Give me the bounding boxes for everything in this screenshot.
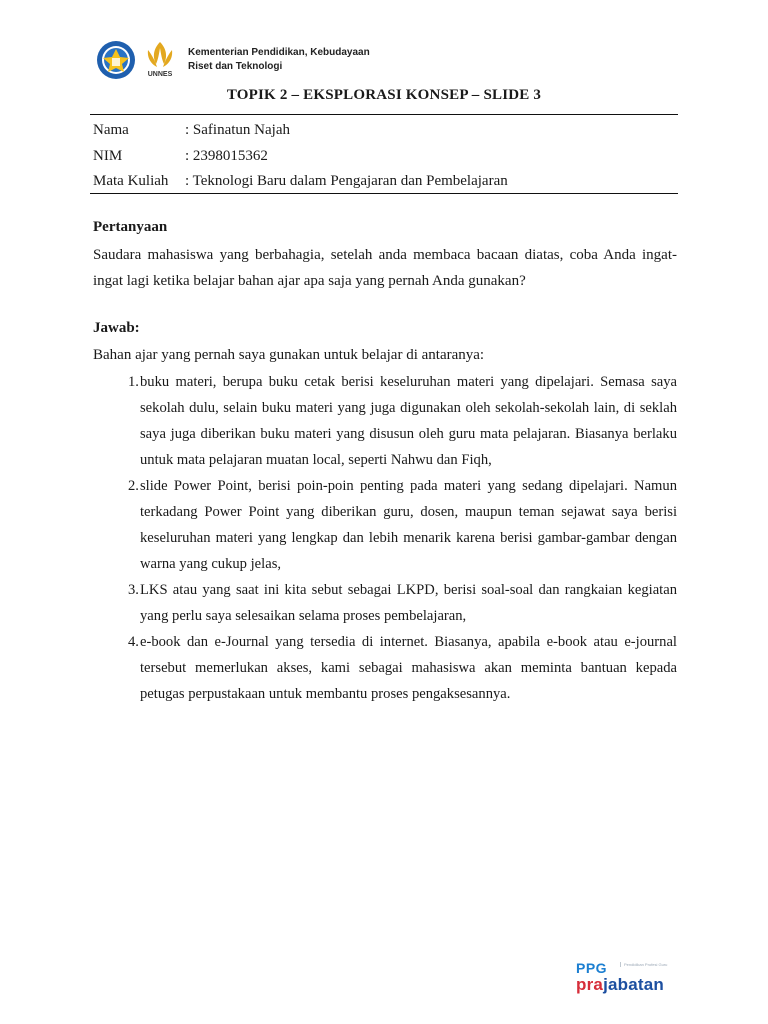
info-value: : 2398015362 (185, 147, 268, 164)
info-row-nama (93, 118, 508, 144)
list-item-number: 4. (128, 634, 139, 650)
list-item-text: buku materi, berupa buku cetak berisi keseluruhan materi yang dipelajari. Semasa saya sekolah dulu, selain buku materi yang juga digunakan oleh sekolah-sekolah lain, di seklah saya juga diberikan buku materi yang disusun oleh guru mata pelajaran. Biasanya berlaku untuk mata pelajaran muatan local, seperti Nahwu dan Fiqh, (140, 374, 677, 468)
info-row-nim (93, 144, 508, 170)
info-value: : Safinatun Najah (185, 122, 290, 139)
list-item (93, 369, 677, 473)
list-item-text: slide Power Point, berisi poin-poin penting pada materi yang sedang dipelajari. Namun terkadang Power Point yang diberikan guru, dosen, maupun teman sejawat saya berisi keseluruhan materi yang lengkap dan lebih menarik karena berisi gambar-gambar dengan warna yang cukup jelas, (140, 478, 677, 572)
ppg-logo-text: PPG (576, 960, 608, 976)
list-item-number: 3. (128, 582, 139, 598)
letterhead (96, 40, 370, 80)
answer-heading: Jawab: (93, 320, 140, 336)
ministry-line-2: Riset dan Teknologi (188, 61, 283, 72)
prajabatan-pra: pra (576, 975, 604, 994)
prajabatan-jabatan: jabatan (603, 975, 664, 994)
info-label: Mata Kuliah (93, 173, 169, 190)
prajabatan-logo-text (576, 975, 664, 995)
info-value: : Teknologi Baru dalam Pengajaran dan Pembelajaran (185, 173, 508, 190)
unnes-logo-text: UNNES (147, 71, 173, 78)
list-item-text: LKS atau yang saat ini kita sebut sebagai LKPD, berisi soal-soal dan rangkaian kegiatan yang perlu saya selesaikan selama proses pembelajaran, (140, 582, 677, 624)
ppg-logo-subtext: Pendidikan Profesi Guru (620, 962, 667, 967)
document-title: TOPIK 2 – EKSPLORASI KONSEP – SLIDE 3 (226, 87, 542, 103)
unnes-logo (142, 40, 178, 80)
question-heading: Pertanyaan (93, 219, 168, 235)
answer-intro: Bahan ajar yang pernah saya gunakan untuk belajar di antaranya: (93, 347, 485, 363)
list-item (93, 473, 677, 577)
tut-wuri-handayani-logo (96, 40, 136, 80)
ministry-line-1: Kementerian Pendidikan, Kebudayaan (188, 47, 370, 58)
ppg-prajabatan-logo (576, 960, 676, 996)
list-item-number: 2. (128, 478, 139, 494)
info-row-mata-kuliah (93, 169, 508, 195)
info-label: NIM (93, 147, 123, 164)
answer-list (93, 369, 677, 707)
student-info (93, 118, 508, 195)
list-item-number: 1. (128, 374, 139, 390)
divider-top (90, 114, 678, 115)
list-item (93, 629, 677, 707)
question-text: Saudara mahasiswa yang berbahagia, setelah anda membaca bacaan diatas, coba Anda ingat-ingat lagi ketika belajar bahan ajar apa saja yang pernah Anda gunakan? (93, 247, 677, 289)
info-label: Nama (93, 122, 129, 139)
ministry-name (188, 46, 370, 74)
divider-bottom (90, 193, 678, 194)
list-item (93, 577, 677, 629)
list-item-text: e-book dan e-Journal yang tersedia di internet. Biasanya, apabila e-book atau e-journal tersebut memerlukan akses, kami sebagai mahasiswa akan meminta bantuan kepada petugas perpustakaan untuk membantu proses pengaksesannya. (140, 634, 677, 702)
